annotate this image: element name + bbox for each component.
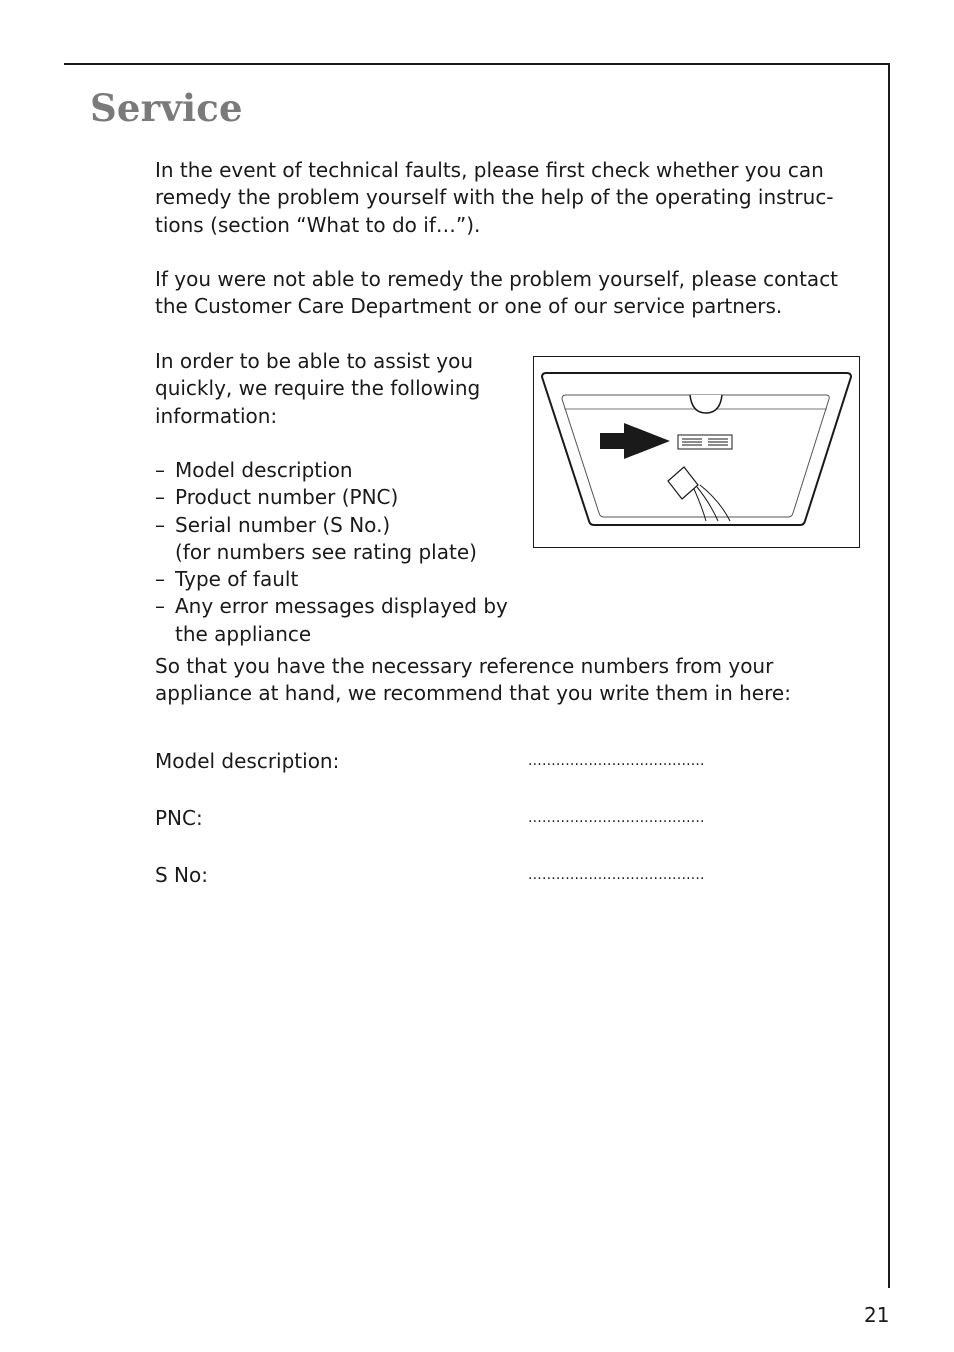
right-rule: [888, 63, 890, 1288]
list-item: [155, 593, 515, 648]
list-item: [155, 566, 515, 593]
form-label: Model description:: [155, 749, 340, 773]
list-item-text: Model description: [175, 458, 353, 482]
intro-paragraph-1: In the event of technical faults, please first check whether you can remedy the problem yourself with the help of the operating instruc-tions (section “What to do if…”).: [155, 158, 834, 237]
rating-plate-location-illustration: [534, 357, 859, 547]
page-number: 21: [864, 1303, 890, 1327]
list-item: [155, 484, 515, 511]
top-rule: [64, 63, 890, 65]
list-item-text: Serial number (S No.): [175, 512, 391, 537]
form-label: S No:: [155, 863, 208, 887]
list-item: [155, 512, 515, 567]
write-in-field: ......................................: [528, 810, 705, 826]
page-title: Service: [90, 86, 243, 130]
appliance-inner-outline: [562, 395, 829, 517]
required-info-list: [155, 457, 515, 648]
list-item-text: Any error messages displayed by: [175, 594, 508, 619]
intro-paragraph-3: In order to be able to assist you quickly, we require the following information:: [155, 349, 481, 428]
write-in-field: ......................................: [528, 867, 705, 883]
list-dash: –: [155, 512, 165, 537]
list-item-text: Type of fault: [175, 567, 299, 592]
list-item-subtext: (for numbers see rating plate): [175, 539, 477, 564]
reference-paragraph: So that you have the necessary reference numbers from your appliance at hand, we recommend that you write them in here:: [155, 654, 791, 706]
arrow-icon: [600, 423, 670, 459]
list-item-text: Product number (PNC): [175, 485, 399, 510]
tag-icon: [668, 467, 698, 499]
rating-plate-figure: [533, 356, 860, 548]
intro-paragraph-2: If you were not able to remedy the problem yourself, please contact the Customer Care Department or one of our service partners.: [155, 267, 839, 319]
notch: [690, 395, 722, 413]
write-in-field: ......................................: [528, 753, 705, 769]
list-dash: –: [155, 485, 165, 510]
list-dash: –: [155, 567, 165, 592]
list-item: [155, 457, 515, 484]
form-label: PNC:: [155, 806, 203, 830]
list-dash: –: [155, 594, 165, 619]
list-dash: –: [155, 458, 165, 482]
list-item-subtext: the appliance: [175, 621, 312, 646]
